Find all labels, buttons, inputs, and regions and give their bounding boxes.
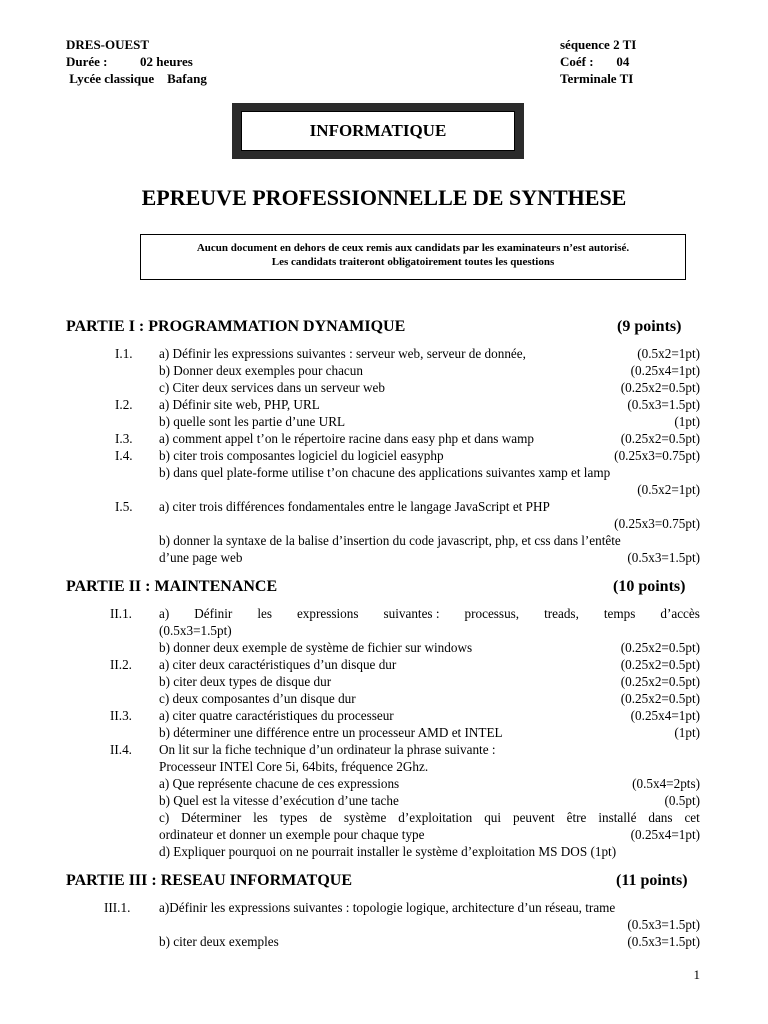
header-dres: DRES-OUEST (66, 37, 150, 52)
notice-line-2: Les candidats traiteront obligatoirement toutes les questions (271, 256, 555, 268)
question-points: (0.25x3=0.75pt) (614, 448, 700, 463)
q-number: I.4. (115, 448, 133, 463)
header-class: Terminale TI (560, 71, 634, 86)
question-line-justified (159, 809, 700, 826)
question-points: (0.25x2=0.5pt) (620, 431, 700, 446)
question-line: b) donner deux exemple de système de fichier sur windows (159, 640, 473, 655)
word: suivantes : (383, 606, 440, 621)
q-number: II.2. (110, 657, 132, 672)
header-right (560, 36, 670, 87)
question-line: b) dans quel plate-forme utilise t’on chacune des applications suivantes xamp et lamp (159, 465, 611, 480)
question-points: (0.5x3=1.5pt) (159, 623, 232, 638)
question-points: (0.25x4=1pt) (630, 827, 700, 842)
question-line: a)Définir les expressions suivantes : topologie logique, architecture d’un réseau, trame (159, 900, 616, 915)
word: système (343, 810, 387, 825)
question-line: a) citer deux caractéristiques d’un disque dur (159, 657, 397, 672)
question-line: b) déterminer une différence entre un processeur AMD et INTEL (159, 725, 503, 740)
part-1-heading (66, 318, 706, 338)
question-line: d) Expliquer pourquoi on ne pourrait installer le système d’exploitation MS DOS (1pt) (159, 844, 617, 859)
header-coef: Coéf : 04 (560, 54, 630, 69)
word: temps (603, 606, 636, 621)
question-points: (0.25x2=0.5pt) (620, 640, 700, 655)
subject-label: INFORMATIQUE (241, 111, 515, 151)
question-points: (0.25x2=0.5pt) (620, 657, 700, 672)
question-points: (1pt) (674, 414, 700, 429)
q-number: II.3. (110, 708, 132, 723)
q-number: I.5. (115, 499, 133, 514)
q-number: III.1. (104, 900, 131, 915)
question-line: b) citer deux exemples (159, 934, 279, 949)
word: expressions (296, 606, 359, 621)
word: Déterminer (181, 810, 242, 825)
question-line: a) citer quatre caractéristiques du processeur (159, 708, 394, 723)
part-1-label: PARTIE I : PROGRAMMATION DYNAMIQUE (66, 318, 406, 335)
q-number: I.2. (115, 397, 133, 412)
question-points: (0.5x3=1.5pt) (627, 550, 700, 565)
subject-box (232, 103, 524, 159)
question-points: (0.25x3=0.75pt) (614, 516, 700, 531)
question-line: b) Quel est la vitesse d’exécution d’une tache (159, 793, 399, 808)
word: cet (684, 810, 700, 825)
question-points: (0.25x2=0.5pt) (620, 691, 700, 706)
header-left (66, 36, 366, 87)
question-points: (0.5x3=1.5pt) (627, 397, 700, 412)
word: installé (598, 810, 637, 825)
word: c) (159, 810, 170, 825)
word: les (257, 606, 272, 621)
word: types (279, 810, 308, 825)
question-points: (0.25x2=0.5pt) (620, 380, 700, 395)
part-3-label: PARTIE III : RESEAU INFORMATQUE (66, 872, 352, 889)
q-number: I.3. (115, 431, 133, 446)
question-points: (0.5x3=1.5pt) (627, 934, 700, 949)
exam-title: EPREUVE PROFESSIONNELLE DE SYNTHESE (141, 185, 627, 210)
question-line: b) Donner deux exemples pour chacun (159, 363, 363, 378)
word: les (253, 810, 268, 825)
question-points: (1pt) (674, 725, 700, 740)
question-points: (0.5x2=1pt) (637, 346, 700, 361)
question-points: (0.25x2=0.5pt) (620, 674, 700, 689)
question-line: b) citer trois composantes logiciel du logiciel easyphp (159, 448, 444, 463)
question-line: a) comment appel t’on le répertoire racine dans easy php et dans wamp (159, 431, 534, 446)
question-line: a) citer trois différences fondamentales entre le langage JavaScript et PHP (159, 499, 550, 514)
question-points: (0.5pt) (664, 793, 700, 808)
q-number: I.1. (115, 346, 133, 361)
question-line: On lit sur la fiche technique d’un ordinateur la phrase suivante : (159, 742, 496, 757)
word: Définir (194, 606, 233, 621)
part-2-label: PARTIE II : MAINTENANCE (66, 578, 278, 595)
part-2-heading (66, 578, 706, 598)
header-lycee: Lycée classique Bafang (66, 71, 207, 86)
part-1-points: (9 points) (617, 318, 682, 335)
question-line: b) donner la syntaxe de la balise d’insertion du code javascript, php, et css dans l’entête (159, 533, 621, 548)
q-number: II.4. (110, 742, 132, 757)
question-points: (0.5x3=1.5pt) (627, 917, 700, 932)
word: d’accès (660, 606, 700, 621)
part-2-points: (10 points) (613, 578, 686, 595)
word: être (566, 810, 587, 825)
word: d’exploitation (398, 810, 473, 825)
question-line: b) citer deux types de disque dur (159, 674, 332, 689)
word: a) (159, 606, 170, 621)
word: qui (484, 810, 502, 825)
question-line: a) Que représente chacune de ces expressions (159, 776, 400, 791)
question-line: a) Définir site web, PHP, URL (159, 397, 320, 412)
word: peuvent (512, 810, 555, 825)
header-duree: Durée : 02 heures (66, 54, 193, 69)
question-points: (0.5x2=1pt) (637, 482, 700, 497)
word: dans (648, 810, 673, 825)
q-number: II.1. (110, 606, 132, 621)
question-points: (0.5x4=2pts) (632, 776, 700, 791)
word: de (319, 810, 332, 825)
header-sequence: séquence 2 TI (560, 37, 637, 52)
notice-line-1: Aucun document en dehors de ceux remis aux candidats par les examinateurs n’est autorisé. (196, 242, 630, 254)
page-number: 1 (693, 967, 700, 982)
question-line: b) quelle sont les partie d’une URL (159, 414, 346, 429)
question-line: ordinateur et donner un exemple pour chaque type (159, 827, 425, 842)
question-line: a) Définir les expressions suivantes : serveur web, serveur de donnée, (159, 346, 526, 361)
part-3-points: (11 points) (616, 872, 688, 889)
word: treads, (544, 606, 579, 621)
question-points: (0.25x4=1pt) (630, 363, 700, 378)
question-line-justified (159, 605, 700, 622)
question-line: c) Citer deux services dans un serveur web (159, 380, 385, 395)
word: processus, (464, 606, 520, 621)
notice-box (140, 234, 686, 280)
question-line: d’une page web (159, 550, 243, 565)
part-3-heading (66, 872, 706, 892)
question-line: Processeur INTEl Core 5i, 64bits, fréquence 2Ghz. (159, 759, 429, 774)
question-line: c) deux composantes d’un disque dur (159, 691, 356, 706)
question-points: (0.25x4=1pt) (630, 708, 700, 723)
